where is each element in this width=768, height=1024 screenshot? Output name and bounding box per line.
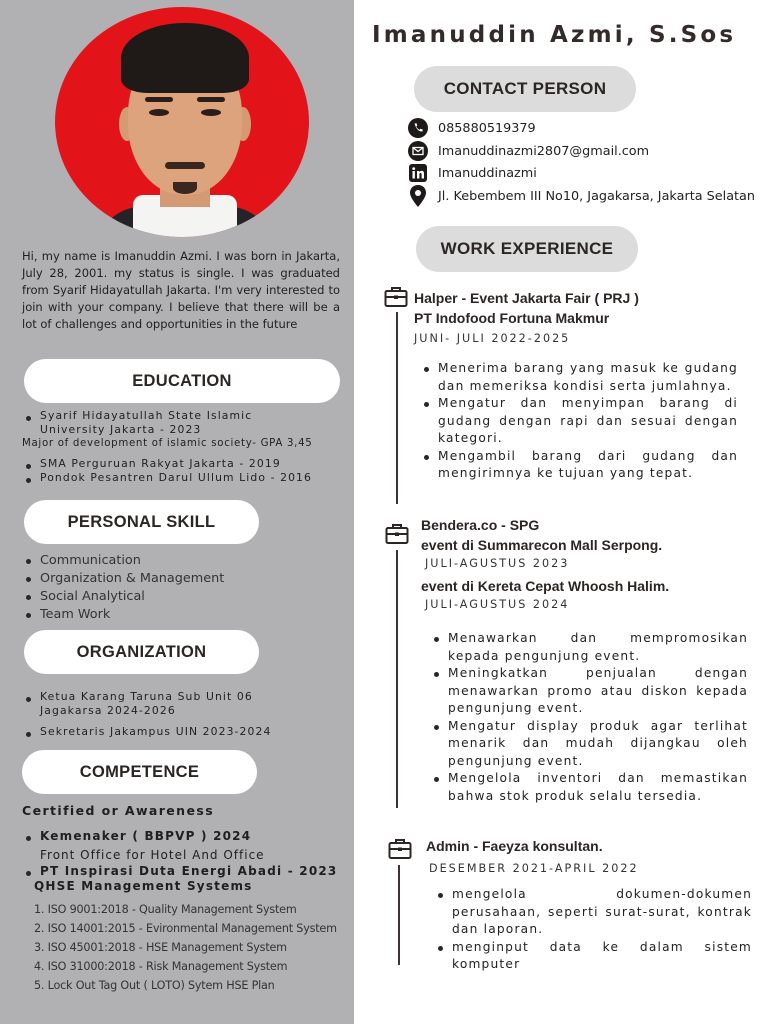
full-name: Imanuddin Azmi, S.Sos (372, 22, 737, 48)
skill-list (22, 552, 342, 624)
contact-phone: 085880519379 (408, 118, 536, 138)
job-date: DESEMBER 2021-APRIL 2022 (429, 862, 639, 875)
skill-item: Team Work (22, 606, 342, 624)
job-bullet: mengelola dokumen-dokumen perusahaan, seperti surat-surat, kontrak dan laporan. (434, 886, 752, 939)
education-note: Major of development of islamic society- GPA 3,45 (22, 438, 313, 449)
email-icon (408, 141, 428, 161)
job-event: event di Summarecon Mall Serpong. (421, 537, 663, 553)
job-date: JULI-AGUSTUS 2023 (425, 557, 570, 570)
contact-heading: CONTACT PERSON (414, 66, 636, 112)
linkedin-icon (408, 163, 428, 183)
job-date: JUNI- JULI 2022-2025 (414, 332, 571, 345)
certified-heading: Certified or Awareness (22, 803, 215, 818)
job-bullet: Mengambil barang dari gudang dan mengirimnya ke tujuan yang tepat. (420, 448, 738, 483)
job-bullet: Meningkatkan penjualan dengan menawarkan promo atau diskon kepada pengunjung event. (430, 665, 748, 718)
about-text: Hi, my name is Imanuddin Azmi. I was born in Jakarta, July 28, 2001. my status is single. I was graduated from Syarif Hidayatullah Jakarta. I'm very interested to join with your company. I believe that there will be a lot of challenges and opportunities in the future (22, 249, 340, 331)
job-bullet: menginput data ke dalam sistem komputer (434, 939, 752, 974)
education-item: SMA Perguruan Rakyat Jakarta - 2019 (22, 457, 352, 471)
job-bullet: Mengatur display produk agar terlihat menarik dan mudah dijangkau oleh pengunjung event. (430, 718, 748, 771)
iso-item: 4. ISO 31000:2018 - Risk Management System (34, 960, 288, 973)
skill-item: Organization & Management (22, 570, 342, 588)
contact-address: Jl. Kebembem III No10, Jagakarsa, Jakarta Selatan (408, 186, 755, 206)
job-1 (414, 288, 754, 345)
job-3-bullets (434, 886, 752, 974)
job-event: event di Kereta Cepat Whoosh Halim. (421, 578, 670, 594)
job-3 (426, 836, 756, 875)
iso-item: 3. ISO 45001:2018 - HSE Management System (34, 941, 287, 954)
organization-item: Sekretaris Jakampus UIN 2023-2024 (22, 725, 352, 739)
job-company: PT Indofood Fortuna Makmur (414, 310, 610, 326)
briefcase-icon (384, 286, 408, 308)
competence-sub: QHSE Management Systems (34, 879, 253, 893)
job-bullet: Menerima barang yang masuk ke gudang dan memeriksa kondisi serta jumlahnya. (420, 360, 738, 395)
job-bullet: Mengatur dan menyimpan barang di gudang dengan rapi dan sesuai dengan kategori. (420, 395, 738, 448)
job-bullet: Mengelola inventori dan memastikan bahwa stok produk selalu tersedia. (430, 770, 748, 805)
location-pin-icon (408, 186, 428, 206)
job-date: JULI-AGUSTUS 2024 (425, 598, 570, 611)
timeline-line (396, 550, 398, 808)
competence-item: PT Inspirasi Duta Energi Abadi - 2023 (22, 864, 352, 879)
work-experience-heading: WORK EXPERIENCE (416, 226, 638, 272)
education-item: Pondok Pesantren Darul Ullum Lido - 2016 (22, 471, 352, 485)
organization-list (22, 690, 352, 739)
skill-item: Communication (22, 552, 342, 570)
competence-item: Kemenaker ( BBPVP ) 2024 (22, 829, 352, 844)
competence-heading: COMPETENCE (22, 750, 257, 794)
organization-item: Ketua Karang Taruna Sub Unit 06 Jagakarsa 2024-2026 (22, 690, 352, 718)
iso-item: 1. ISO 9001:2018 - Quality Management System (34, 903, 297, 916)
profile-photo (55, 7, 309, 237)
job-1-bullets (420, 360, 738, 483)
briefcase-icon (385, 523, 409, 545)
briefcase-icon (388, 838, 412, 860)
competence-list (22, 829, 352, 894)
job-title: Halper - Event Jakarta Fair ( PRJ ) (414, 290, 639, 306)
job-bullet: Menawarkan dan mempromosikan kepada pengunjung event. (430, 630, 748, 665)
skill-item: Social Analytical (22, 588, 342, 606)
iso-list (34, 900, 354, 995)
organization-heading: ORGANIZATION (24, 630, 259, 674)
personal-skill-heading: PERSONAL SKILL (24, 500, 259, 544)
iso-item: 2. ISO 14001:2015 - Evironmental Management System (34, 922, 337, 935)
job-2 (421, 515, 761, 611)
phone-icon (408, 118, 428, 138)
timeline-line (398, 865, 400, 965)
education-heading: EDUCATION (24, 359, 340, 403)
timeline-line (396, 312, 398, 504)
competence-sub: Front Office for Hotel And Office (40, 848, 265, 862)
iso-item: 5. Lock Out Tag Out ( LOTO) Sytem HSE Plan (34, 979, 275, 992)
education-item: Syarif Hidayatullah State Islamic University Jakarta - 2023 (22, 409, 352, 437)
contact-linkedin: Imanuddinazmi (408, 163, 537, 183)
job-title: Bendera.co - SPG (421, 517, 540, 533)
education-list (22, 409, 352, 485)
contact-email: Imanuddinazmi2807@gmail.com (408, 141, 649, 161)
job-2-bullets (430, 630, 748, 805)
job-title: Admin - Faeyza konsultan. (426, 838, 603, 854)
